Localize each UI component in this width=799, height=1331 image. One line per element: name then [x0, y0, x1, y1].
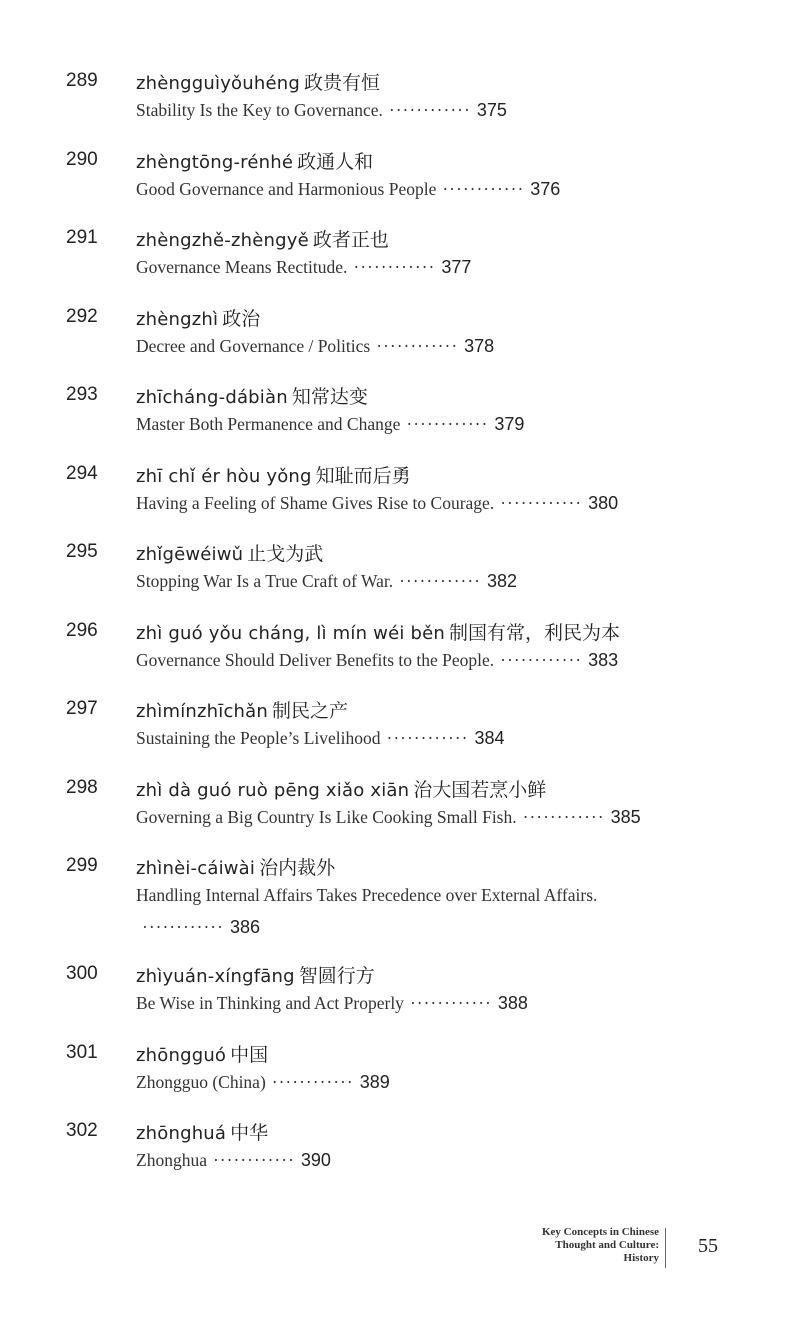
- entry-page-number: 377: [441, 257, 472, 277]
- entry-number: 291: [66, 227, 98, 248]
- entry-pinyin: zhì dà guó ruò pēng xiǎo xiān: [136, 779, 410, 801]
- entry-heading: [136, 382, 368, 409]
- footer-divider: [665, 1228, 666, 1268]
- dot-leader: ············: [500, 649, 583, 670]
- entry-english-line: [136, 728, 504, 749]
- entry-chinese: 政者正也: [312, 229, 389, 251]
- entry-chinese: 知常达变: [291, 386, 368, 408]
- entry-continuation-line: [142, 917, 260, 938]
- entry-english-line: [136, 179, 560, 200]
- entry-english: Zhonghua: [136, 1150, 207, 1170]
- toc-entry[interactable]: [0, 219, 799, 298]
- entry-pinyin: zhǐgēwéiwǔ: [136, 544, 244, 565]
- dot-leader: ············: [442, 178, 525, 199]
- entry-number: 296: [66, 619, 98, 641]
- entry-heading: [136, 1040, 268, 1067]
- entry-english: Decree and Governance / Politics: [136, 335, 371, 356]
- entry-heading: [136, 225, 389, 252]
- toc-entry[interactable]: [0, 690, 799, 769]
- entry-number: 299: [66, 855, 98, 876]
- toc-entry[interactable]: [0, 376, 799, 455]
- entry-chinese: 政治: [222, 307, 261, 330]
- entry-heading: [136, 961, 375, 988]
- entry-english-line: [136, 1150, 331, 1171]
- footer-page-number: 55: [698, 1235, 718, 1257]
- entry-heading: [136, 304, 260, 331]
- entry-english: Stopping War Is a True Craft of War.: [136, 571, 394, 591]
- entry-number: 294: [66, 462, 98, 484]
- entry-page-number: 375: [476, 100, 507, 120]
- entry-number: 289: [66, 70, 98, 91]
- entry-page-number: 389: [359, 1071, 390, 1092]
- entry-page-number: 384: [474, 728, 505, 748]
- entry-heading: [136, 1118, 268, 1145]
- entry-chinese: 治大国若烹小鲜: [413, 778, 547, 801]
- entry-chinese: 智圆行方: [298, 965, 375, 987]
- entry-english: Governance Should Deliver Benefits to the People.: [136, 649, 495, 670]
- entry-page-number: 390: [300, 1150, 331, 1170]
- entry-heading: [136, 696, 348, 723]
- entry-number: 295: [66, 541, 98, 562]
- entry-english-line: [136, 807, 641, 828]
- entry-heading: [136, 618, 620, 645]
- entry-heading: [136, 147, 373, 174]
- dot-leader: ············: [353, 257, 436, 277]
- entry-english: Stability Is the Key to Governance.: [136, 100, 383, 120]
- toc-entry[interactable]: [0, 612, 799, 691]
- dot-leader: ············: [399, 571, 482, 591]
- entry-chinese: 政通人和: [297, 150, 374, 173]
- entry-heading: [136, 853, 335, 880]
- table-of-contents: [0, 62, 799, 1191]
- dot-leader: ············: [406, 414, 489, 434]
- entry-number: 290: [66, 148, 98, 170]
- toc-entry[interactable]: [0, 769, 799, 848]
- dot-leader: ············: [142, 917, 224, 937]
- entry-chinese: 中华: [230, 1122, 269, 1144]
- entry-chinese: 止戈为武: [247, 543, 324, 565]
- entry-page-number: 382: [487, 571, 518, 591]
- entry-pinyin: zhèngzhě-zhèngyě: [136, 230, 309, 251]
- entry-number: 293: [66, 384, 98, 405]
- entry-english-line: [136, 571, 517, 592]
- book-title-line: History: [623, 1252, 659, 1264]
- entry-english: Governing a Big Country Is Like Cooking Small Fish.: [136, 806, 517, 827]
- entry-number: 300: [66, 963, 98, 984]
- running-footer-book-title: [542, 1226, 659, 1265]
- dot-leader: ············: [376, 335, 459, 356]
- entry-pinyin: zhèngtōng-rénhé: [136, 151, 294, 173]
- dot-leader: ············: [386, 728, 469, 748]
- entry-page-number: 378: [464, 335, 495, 356]
- entry-page-number: 383: [588, 649, 619, 670]
- entry-number: 302: [66, 1120, 98, 1141]
- entry-chinese: 制国有常，利民为本: [448, 621, 620, 644]
- entry-english-line: [136, 1072, 390, 1093]
- entry-english-line: [136, 414, 524, 435]
- entry-english: Having a Feeling of Shame Gives Rise to Courage.: [136, 492, 495, 513]
- entry-english-line: [136, 493, 618, 514]
- entry-english-line: [136, 257, 471, 278]
- entry-page-number: 380: [588, 492, 619, 513]
- entry-pinyin: zhìmínzhīchǎn: [136, 701, 269, 722]
- entry-english-line: [136, 650, 618, 671]
- entry-english: Good Governance and Harmonious People: [136, 178, 437, 199]
- entry-pinyin: zhī chǐ ér hòu yǒng: [136, 465, 312, 487]
- book-title-line: Thought and Culture:: [555, 1239, 659, 1251]
- entry-page-number: 386: [229, 917, 260, 937]
- book-title-line: Key Concepts in Chinese: [541, 1226, 659, 1238]
- toc-entry[interactable]: [0, 1112, 799, 1191]
- entry-pinyin: zhèngguìyǒuhéng: [136, 73, 300, 94]
- dot-leader: ············: [500, 492, 583, 513]
- entry-number: 292: [66, 305, 98, 327]
- entry-pinyin: zhōngguó: [136, 1044, 227, 1066]
- dot-leader: ············: [522, 806, 605, 827]
- entry-pinyin: zhìyuán-xíngfāng: [136, 966, 295, 987]
- entry-number: 297: [66, 698, 98, 719]
- entry-english: Be Wise in Thinking and Act Properly: [136, 993, 404, 1013]
- entry-pinyin: zhìnèi-cáiwài: [136, 858, 256, 879]
- entry-pinyin: zhì guó yǒu cháng, lì mín wéi běn: [136, 622, 445, 644]
- entry-heading: [136, 68, 380, 95]
- toc-entry[interactable]: [0, 62, 799, 141]
- entry-chinese: 制民之产: [272, 700, 349, 722]
- entry-english: Sustaining the People’s Livelihood: [136, 728, 381, 748]
- toc-entry[interactable]: [0, 847, 799, 955]
- entry-english-line: [136, 993, 528, 1014]
- entry-chinese: 知耻而后勇: [315, 464, 411, 487]
- entry-english: Governance Means Rectitude.: [136, 257, 348, 277]
- entry-number: 301: [66, 1041, 98, 1063]
- entry-chinese: 中国: [230, 1043, 269, 1066]
- dot-leader: ············: [409, 993, 492, 1013]
- entry-heading: [136, 461, 411, 488]
- entry-number: 298: [66, 776, 98, 798]
- entry-page-number: 385: [610, 806, 641, 827]
- entry-chinese: 政贵有恒: [304, 72, 381, 94]
- toc-entry[interactable]: [0, 1034, 799, 1113]
- entry-page-number: 388: [497, 993, 528, 1013]
- entry-english-line: [136, 336, 494, 357]
- entry-heading: [136, 775, 546, 802]
- toc-entry[interactable]: [0, 141, 799, 220]
- dot-leader: ············: [271, 1071, 354, 1092]
- toc-entry[interactable]: [0, 455, 799, 534]
- entry-heading: [136, 539, 323, 566]
- entry-english: Handling Internal Affairs Takes Precedence over External Affairs.: [136, 885, 598, 905]
- toc-entry[interactable]: [0, 955, 799, 1034]
- entry-chinese: 治内裁外: [259, 857, 336, 879]
- dot-leader: ············: [212, 1150, 295, 1170]
- entry-english: Zhongguo (China): [136, 1071, 266, 1092]
- entry-page-number: 379: [494, 414, 525, 434]
- entry-english-line: [136, 885, 597, 906]
- dot-leader: ············: [388, 100, 471, 120]
- toc-entry[interactable]: [0, 298, 799, 377]
- toc-entry[interactable]: [0, 533, 799, 612]
- entry-page-number: 376: [530, 178, 561, 199]
- entry-pinyin: zhèngzhì: [136, 308, 219, 330]
- entry-english-line: [136, 100, 507, 121]
- entry-english: Master Both Permanence and Change: [136, 414, 401, 434]
- entry-pinyin: zhīcháng-dábiàn: [136, 387, 288, 408]
- entry-pinyin: zhōnghuá: [136, 1123, 227, 1144]
